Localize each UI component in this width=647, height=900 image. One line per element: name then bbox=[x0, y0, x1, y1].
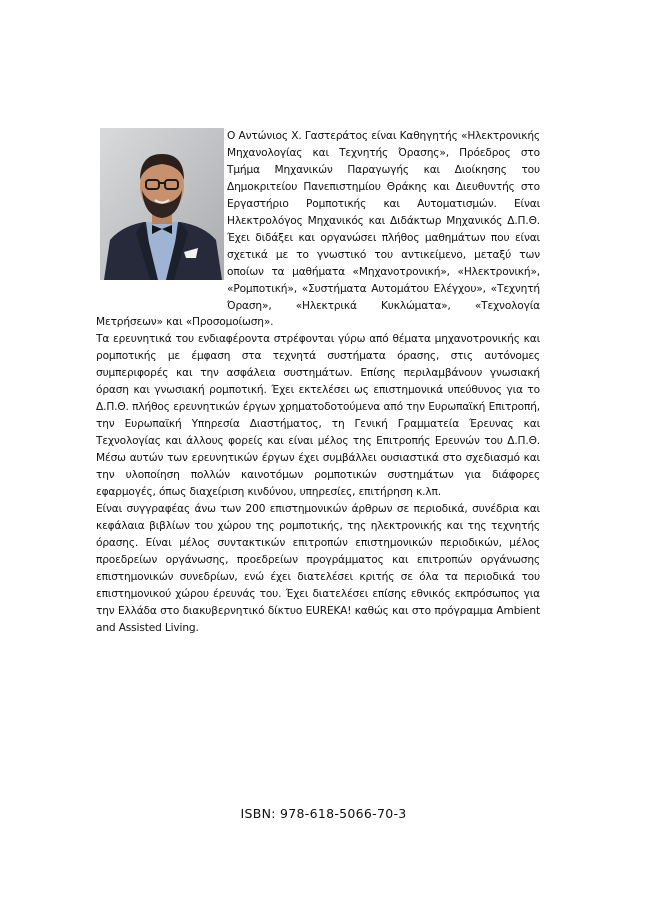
bio-paragraph-3: Είναι συγγραφέας άνω των 200 επιστημονικών άρθρων σε περιοδικά, συνέδρια και κεφάλαια βιβλίων του χώρου της ρομποτικής, της ηλεκτρονικής και της τεχνητής όρασης. Είναι μέλος συντακτικών επιτροπών επιστημονικών περιοδικών, μέλος προεδρείων οργάνωσης, προεδρείων προγράμματος και επιτροπών οργάνωσης επιστημονικών συνεδρίων, ενώ έχει διατελέσει κριτής σε όλα τα περιοδικά του επιστημονικού χώρου έρευνάς του. Έχει διατελέσει επίσης εθνικός εκπρόσωπος για την Ελλάδα στο διακυβερνητικό δίκτυο EUREKA! καθώς και στο πρόγραμμα Ambient and Assisted Living. bbox=[96, 502, 540, 634]
bio-paragraph-1: Ο Αντώνιος Χ. Γαστεράτος είναι Καθηγητής «Ηλεκτρονικής Μηχανολογίας και Τεχνητής Όρασης», Πρόεδρος στο Τμήμα Μηχανικών Παραγωγής και Διοίκησης του Δημοκριτείου Πανεπιστημίου Θράκης και Διευθυντής στο Εργαστήριο Ρομποτικής και Αυτοματισμών. Είναι Ηλεκτρολόγος Μηχανικός και Διδάκτωρ Μηχανικός Δ.Π.Θ. Έχει διδάξει και οργανώσει πλήθος μαθημάτων που είναι σχετικά με το γνωστικό του αντικείμενο, μεταξύ των οποίων τα μαθήματα «Μηχανοτρονική», «Ηλεκτρονική», «Ρομποτική», «Συστήματα Αυτομάτου Ελέγχου», «Τεχνητή Όραση», «Ηλεκτρικά Κυκλώματα», «Τεχνολογία Μετρήσεων» και «Προσομοίωση». bbox=[96, 130, 540, 329]
photo-spacer bbox=[96, 128, 227, 306]
isbn-number: ISBN: 978-618-5066-70-3 bbox=[240, 806, 407, 821]
bio-paragraph-2: Τα ερευνητικά του ενδιαφέροντα στρέφονται γύρω από θέματα μηχανοτρονικής και ρομποτικής με έμφαση στα τεχνητά συστήματα όρασης, στις αυτόνομες συμπεριφορές και την ασφάλεια συστημάτων. Επίσης περιλαμβάνουν γνωσιακή όραση και γνωσιακή ρομποτική. Έχει εκτελέσει ως επιστημονικά υπεύθυνος για το Δ.Π.Θ. πλήθος ερευνητικών έργων χρηματοδοτούμενα από την Ευρωπαϊκή Επιτροπή, την Ευρωπαϊκή Υπηρεσία Διαστήματος, τη Γενική Γραμματεία Έρευνας και Τεχνολογίας και άλλους φορείς και είναι μέλος της Επιτροπής Ερευνών του Δ.Π.Θ. Μέσω αυτών των ερευνητικών έργων έχει συμβάλλει ουσιαστικά στο σχεδιασμό και την υλοποίηση πολλών καινοτόμων ρομποτικών συστημάτων για διάφορες εφαρμογές, όπως διαχείριση κινδύνου, υπηρεσίες, επιτήρηση κ.λπ. bbox=[96, 333, 540, 499]
author-biography bbox=[96, 128, 540, 637]
